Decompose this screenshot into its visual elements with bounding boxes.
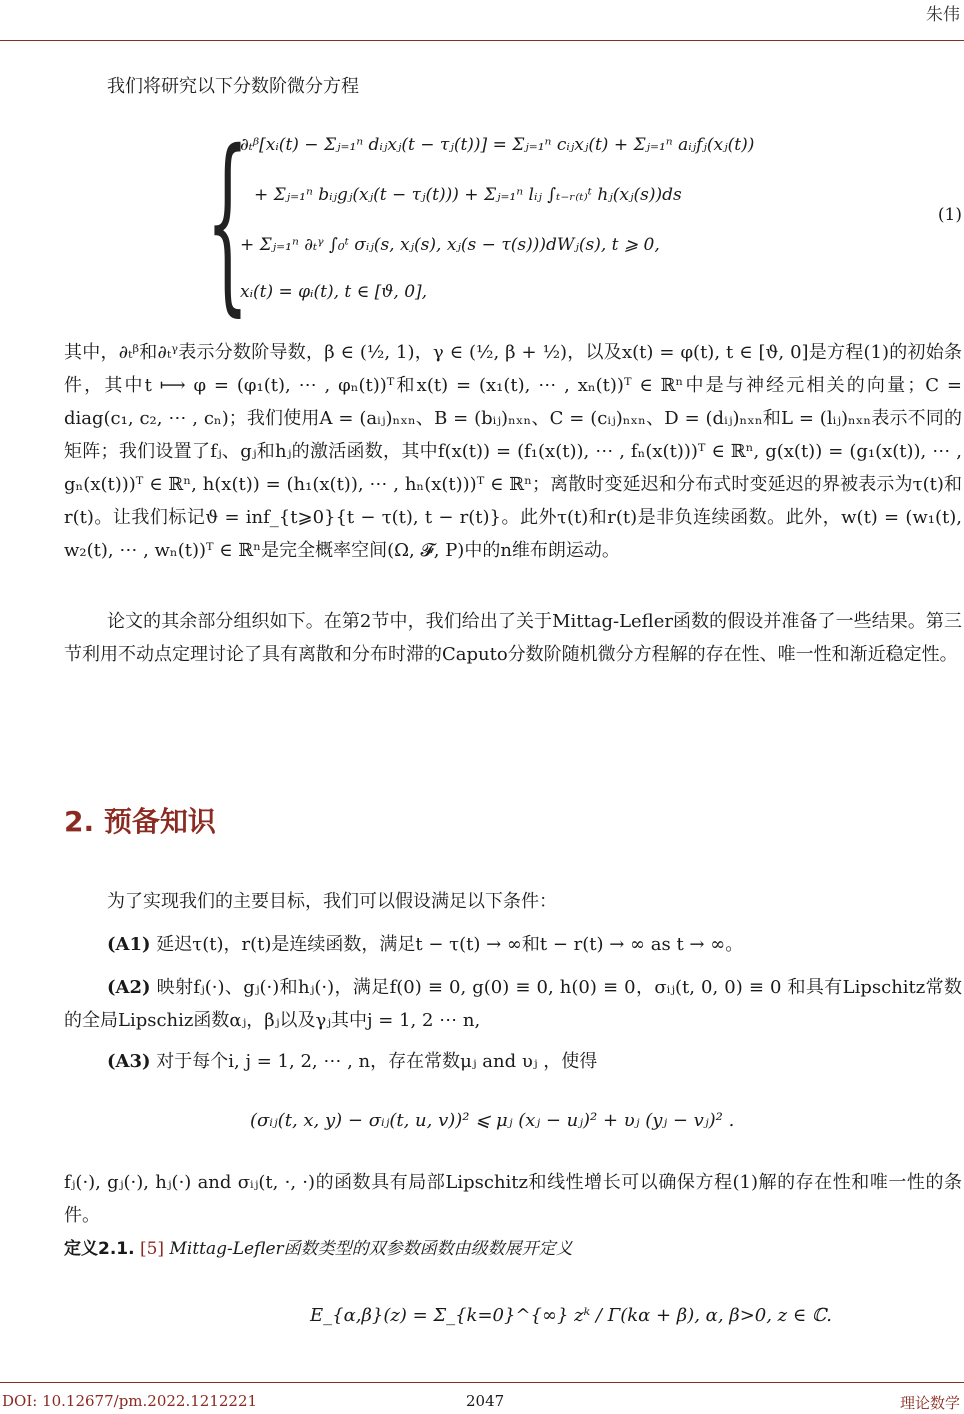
paragraph-definitions: 其中，∂ₜᵝ和∂ₜᵞ表示分数阶导数，β ∈ (½, 1)，γ ∈ (½, β + ½)，以及x(t) = φ(t), t ∈ [ϑ, 0]是方程(1)的初始条件，其中t ⟼ φ = (φ₁(t), ⋯ , φₙ(t))ᵀ和x(t) = (x₁(t), ⋯ , xₙ(t))ᵀ ∈ ℝⁿ中是与神经元相关的向量；C = diag(c₁, c₂, ⋯ , cₙ)；我们使用A = (aᵢⱼ)ₙₓₙ、B = (bᵢⱼ)ₙₓₙ、C = (cᵢⱼ)ₙₓₙ、D = (dᵢⱼ)ₙₓₙ和L = (lᵢⱼ)ₙₓₙ表示不同的矩阵；我们设置了fⱼ、gⱼ和hⱼ的激活函数，其中f(x(t)) = (f₁(x(t)), ⋯ , fₙ(x(t)))ᵀ ∈ ℝⁿ, g(x(t)) = (g₁(x(t)), ⋯ , gₙ(x(t)))ᵀ ∈ ℝⁿ, h(x(t)) = (h₁(x(t)), ⋯ , hₙ(x(t)))ᵀ ∈ ℝⁿ；离散时变延迟和分布式时变延迟的界被表示为τ(t)和r(t)。让我们标记ϑ = inf_{t⩾0}{t − τ(t), t − r(t)}。此外τ(t)和r(t)是非负连续函数。此外，w(t) = (w₁(t), w₂(t), ⋯ , wₙ(t))ᵀ ∈ ℝⁿ是完全概率空间(Ω, 𝓕, P)中的n维布朗运动。 [64, 342, 962, 561]
equation-line-4: xᵢ(t) = φᵢ(t), t ∈ [ϑ, 0], [240, 282, 428, 302]
section-title: 2. 预备知识 [64, 805, 216, 838]
footer-page-number: 2047 [466, 1392, 505, 1410]
condition-a3 [64, 1045, 962, 1078]
display-equation-mittag-leffler: E_{α,β}(z) = Σ_{k=0}^{∞} zᵏ / Γ(kα + β), α, β>0, z ∈ ℂ. [310, 1305, 832, 1326]
definition-label: 定义2.1. [64, 1239, 135, 1259]
condition-label: (A2) [107, 977, 151, 998]
equation-line-2: + Σⱼ₌₁ⁿ bᵢⱼgⱼ(xⱼ(t − τⱼ(t))) + Σⱼ₌₁ⁿ lᵢⱼ ∫ₜ₋ᵣ₍ₜ₎ᵗ hⱼ(xⱼ(s))ds [254, 185, 682, 205]
footer-journal: 理论数学 [899, 1394, 960, 1412]
left-brace: { [206, 111, 249, 334]
equation-line-1: ∂ₜᵝ[xᵢ(t) − Σⱼ₌₁ⁿ dᵢⱼxⱼ(t − τⱼ(t))] = Σⱼ₌₁ⁿ cᵢⱼxⱼ(t) + Σⱼ₌₁ⁿ aᵢⱼfⱼ(xⱼ(t)) [240, 135, 755, 155]
condition-label: (A3) [107, 1051, 151, 1072]
condition-label: (A1) [107, 934, 151, 955]
condition-text: 映射fⱼ(·)、gⱼ(·)和hⱼ(·)，满足f(0) ≡ 0, g(0) ≡ 0, h(0) ≡ 0，σᵢⱼ(t, 0, 0) ≡ 0 和具有Lipschitz常数的全局Lipschiz函数αⱼ，βⱼ以及γⱼ其中j = 1, 2 ⋯ n, [64, 977, 962, 1031]
condition-text: 对于每个i, j = 1, 2, ⋯ , n，存在常数μⱼ and υⱼ ，使得 [150, 1051, 598, 1072]
paragraph-organization: 论文的其余部分组织如下。在第2节中，我们给出了关于Mittag-Lefler函数的假设并准备了一些结果。第三节利用不动点定理讨论了具有离散和分布时滞的Caputo分数阶随机微分方程解的存在性、唯一性和渐近稳定性。 [64, 611, 962, 665]
condition-text: 延迟τ(t)，r(t)是连续函数，满足t − τ(t) → ∞和t − r(t) → ∞ as t → ∞。 [150, 934, 744, 955]
citation-link[interactable]: [5] [139, 1239, 165, 1259]
condition-a2 [64, 971, 962, 1037]
equation-number: (1) [937, 205, 962, 225]
intro-text: 我们将研究以下分数阶微分方程 [107, 76, 359, 97]
header-rule [0, 40, 964, 41]
definition-2-1 [64, 1233, 962, 1266]
footer-rule [0, 1382, 964, 1383]
condition-a1 [64, 928, 962, 961]
display-equation-lipschitz: (σᵢⱼ(t, x, y) − σᵢⱼ(t, u, v))² ⩽ μⱼ (xⱼ − uⱼ)² + υⱼ (yⱼ − vⱼ)² . [250, 1110, 735, 1131]
footer-doi[interactable]: DOI: 10.12677/pm.2022.1212221 [2, 1392, 258, 1410]
paragraph-assumptions-intro: 为了实现我们的主要目标，我们可以假设满足以下条件： [107, 891, 557, 912]
equation-line-3: + Σⱼ₌₁ⁿ ∂ₜᵞ ∫₀ᵗ σᵢⱼ(s, xⱼ(s), xⱼ(s − τ(s)))dWⱼ(s), t ⩾ 0, [240, 235, 660, 255]
header-author: 朱伟 [926, 5, 960, 25]
definition-text: Mittag-Lefler函数类型的双参数函数由级数展开定义 [164, 1239, 573, 1259]
paragraph-conditions-summary: fⱼ(·), gⱼ(·), hⱼ(·) and σᵢⱼ(t, ·, ·)的函数具有局部Lipschitz和线性增长可以确保方程(1)解的存在性和唯一性的条件。 [64, 1172, 962, 1226]
